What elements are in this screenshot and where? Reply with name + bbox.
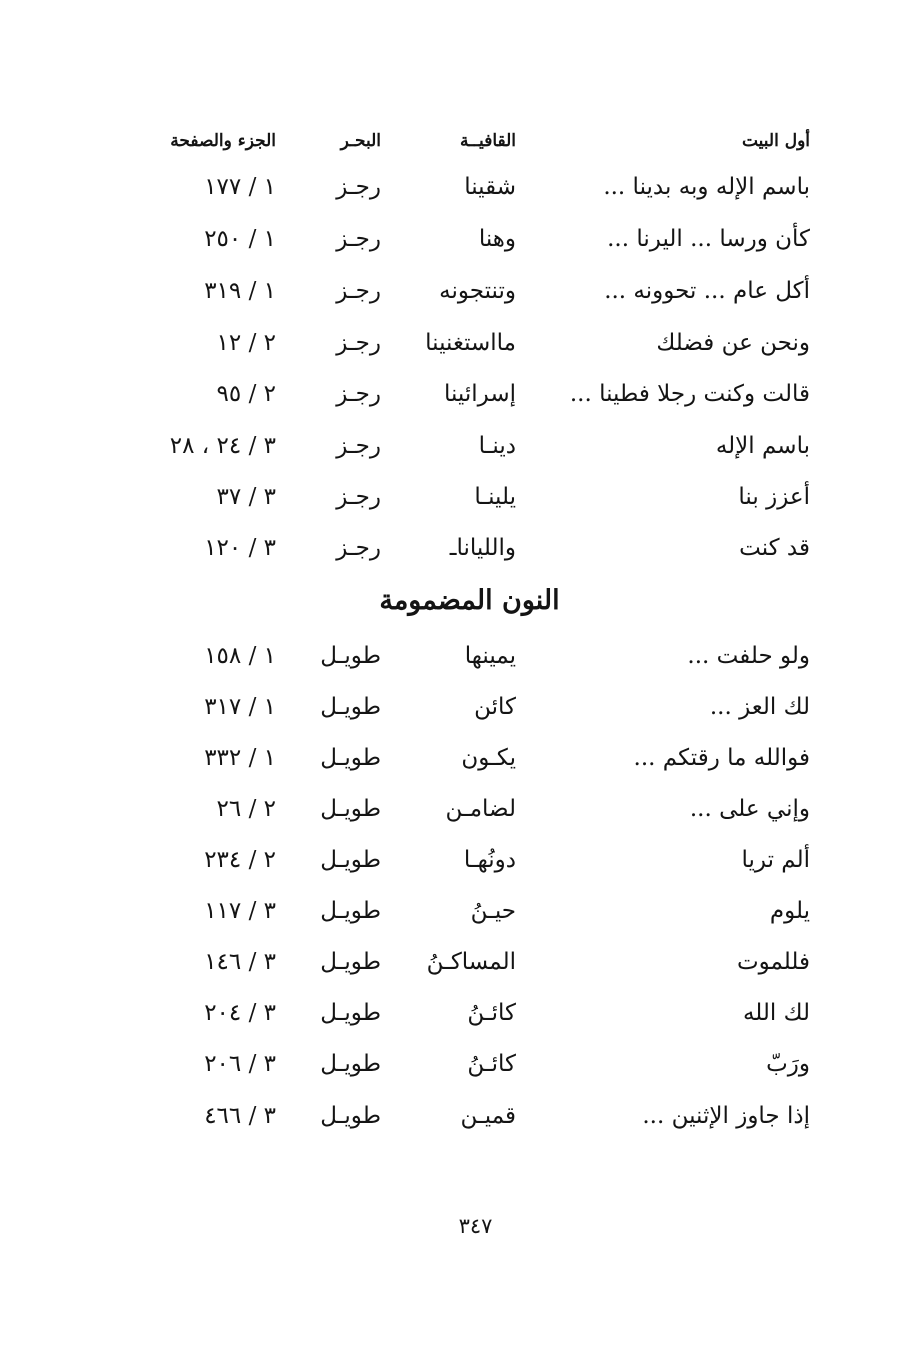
verse-text: فوالله ما رقتكم ... (633, 745, 810, 771)
meter-text: رجـز (336, 484, 381, 510)
ref-text: ٣ / ١١٧ (204, 898, 276, 924)
rhyme-text: دونُهـا (463, 847, 516, 873)
meter-text: طويـل (320, 643, 381, 669)
verse-text: لك الله (742, 1000, 810, 1026)
verse-text: أكل عام ... تحوونه ... (604, 278, 810, 304)
rhyme-text: يمينها (464, 643, 516, 669)
header-meter: البحـر (340, 131, 381, 151)
meter-text: طويـل (320, 1051, 381, 1077)
meter-text: طويـل (320, 1000, 381, 1026)
ref-text: ١ / ١٧٧ (204, 174, 276, 200)
ref-text: ٣ / ٤٦٦ (204, 1103, 276, 1129)
verse-text: ولو حلفت ... (687, 643, 810, 669)
meter-text: طويـل (320, 1103, 381, 1129)
verse-text: يلوم (769, 898, 810, 924)
rhyme-text: إسرائينا (443, 381, 516, 407)
verse-text: قالت وكنت رجلا فطينا ... (569, 381, 810, 407)
ref-text: ٢ / ١٢ (216, 330, 276, 356)
meter-text: رجـز (336, 330, 381, 356)
meter-text: طويـل (320, 796, 381, 822)
verse-text: وإني على ... (689, 796, 810, 822)
ref-text: ١ / ٢٥٠ (204, 226, 276, 252)
rhyme-text: وهنا (478, 226, 516, 252)
ref-text: ٣ / ٣٧ (216, 484, 276, 510)
ref-text: ١ / ٣١٩ (204, 278, 276, 304)
ref-text: ١ / ٣١٧ (204, 694, 276, 720)
rhyme-text: كائـنُ (467, 1051, 516, 1077)
ref-text: ٣ / ٢٠٤ (204, 1000, 276, 1026)
ref-text: ٢ / ٢٣٤ (204, 847, 276, 873)
meter-text: طويـل (320, 694, 381, 720)
verse-text: ورَبّ (766, 1051, 810, 1077)
rhyme-text: كائـنُ (467, 1000, 516, 1026)
meter-text: طويـل (320, 745, 381, 771)
rhyme-text: يكـون (461, 745, 516, 771)
verse-text: كأن ورسا ... اليرنا ... (607, 226, 810, 252)
meter-text: رجـز (336, 535, 381, 561)
meter-text: طويـل (320, 949, 381, 975)
meter-text: طويـل (320, 847, 381, 873)
rhyme-text: كائن (474, 694, 516, 720)
ref-text: ٣ / ٢٠٦ (204, 1051, 276, 1077)
verse-text: فللموت (736, 949, 810, 975)
ref-text: ٢ / ٢٦ (216, 796, 276, 822)
ref-text: ٣ / ١٢٠ (204, 535, 276, 561)
meter-text: رجـز (336, 278, 381, 304)
rhyme-text: شقينا (464, 174, 516, 200)
header-verse: أول البيت (741, 131, 810, 151)
verse-text: ونحن عن فضلك (656, 330, 810, 356)
verse-text: قد كنت (739, 535, 810, 561)
header-ref: الجزء والصفحة (170, 131, 276, 151)
ref-text: ١ / ١٥٨ (204, 643, 276, 669)
verse-text: لك العز ... (709, 694, 810, 720)
rhyme-text: وتنتجونه (439, 278, 516, 304)
ref-text: ٣ / ٢٤ ، ٢٨ (169, 433, 276, 459)
section-title: النون المضمومة (379, 585, 560, 616)
verse-text: باسم الإله وبه بدينا ... (603, 174, 810, 200)
rhyme-text: مااستغنينا (425, 330, 516, 356)
rhyme-text: واللياناـ (449, 535, 516, 561)
ref-text: ١ / ٣٣٢ (204, 745, 276, 771)
verse-text: باسم الإله (715, 433, 810, 459)
verse-text: أعزز بنا (738, 484, 810, 510)
rhyme-text: لضامـن (445, 796, 516, 822)
ref-text: ٣ / ١٤٦ (204, 949, 276, 975)
meter-text: رجـز (336, 174, 381, 200)
verse-text: ألم تريا (741, 847, 810, 873)
rhyme-text: قميـن (460, 1103, 516, 1129)
meter-text: رجـز (336, 433, 381, 459)
rhyme-text: المساكـنُ (426, 949, 516, 975)
ref-text: ٢ / ٩٥ (216, 381, 276, 407)
header-rhyme: القافيــة (459, 131, 516, 151)
meter-text: رجـز (336, 381, 381, 407)
rhyme-text: دينـا (478, 433, 516, 459)
verse-text: إذا جاوز الإثنين ... (642, 1103, 810, 1129)
meter-text: طويـل (320, 898, 381, 924)
meter-text: رجـز (336, 226, 381, 252)
rhyme-text: يلينـا (474, 484, 516, 510)
rhyme-text: حيـنُ (470, 898, 516, 924)
page-number: ٣٤٧ (458, 1214, 493, 1238)
